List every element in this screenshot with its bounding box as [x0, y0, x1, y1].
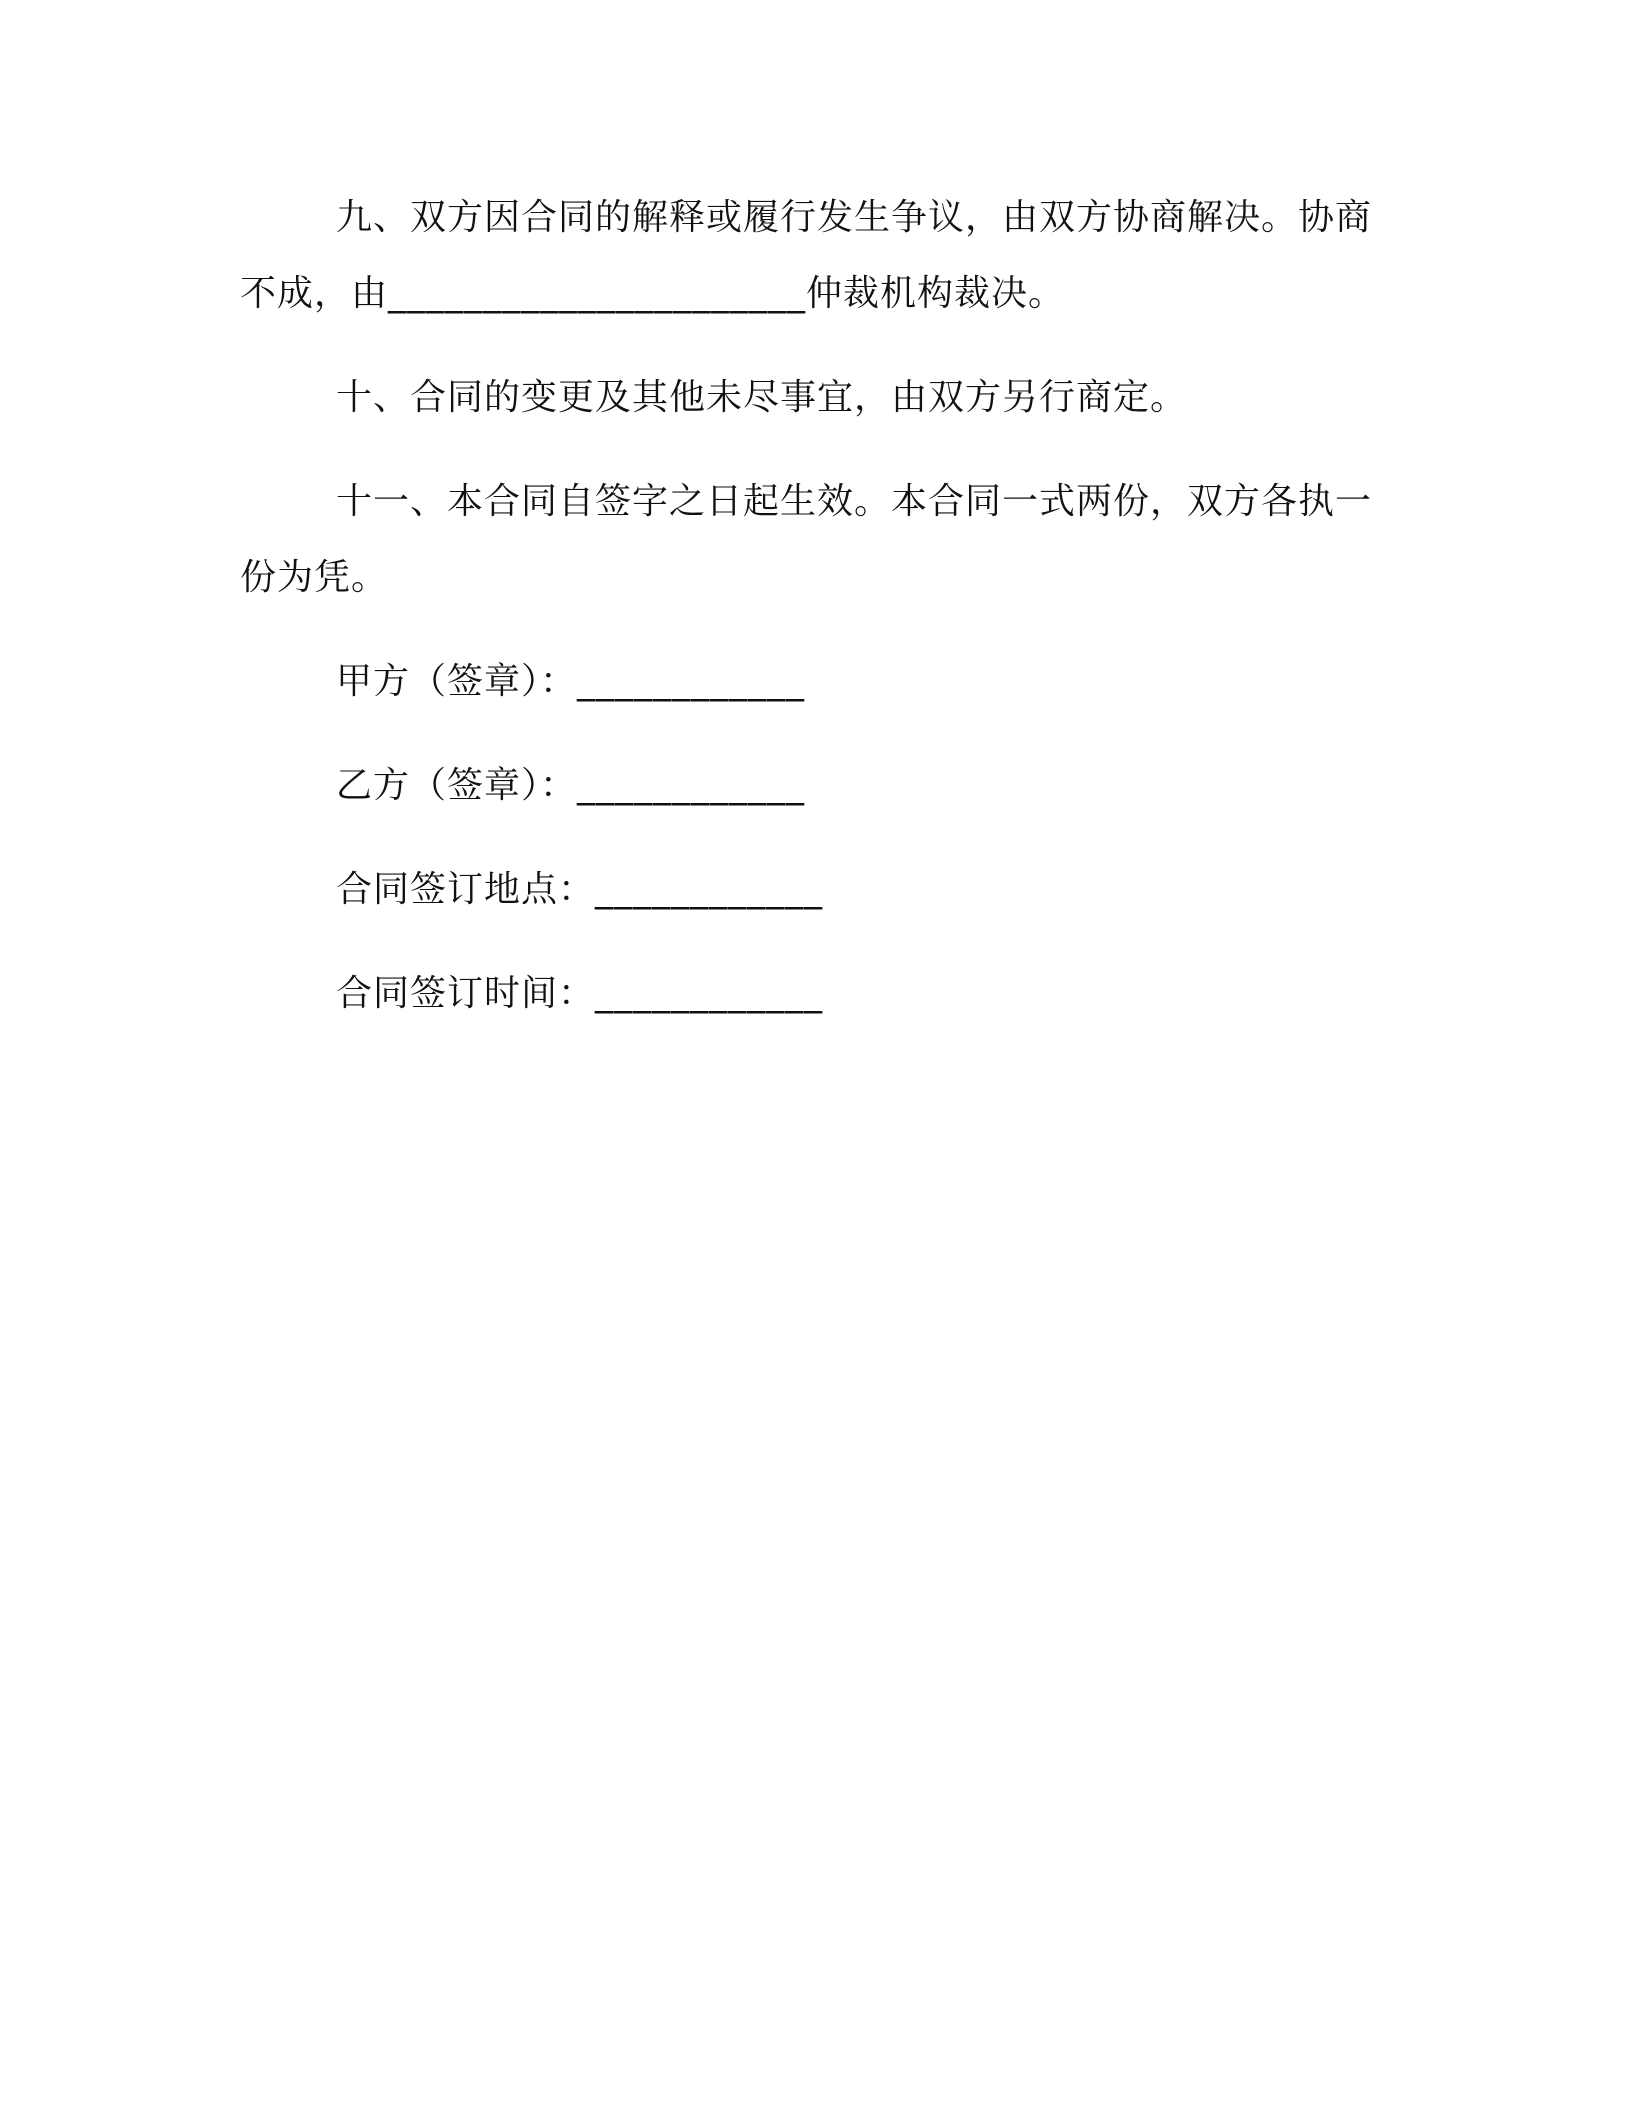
party-b-signature-line: 乙方（签章）：____________ [336, 765, 806, 806]
signing-place-line: 合同签订地点：____________ [336, 869, 824, 910]
clause-9-arbitration: 九、双方因合同的解释或履行发生争议，由双方协商解决。协商不成，由______________________仲裁机构裁决。 [240, 197, 1373, 314]
clause-10-amendments: 十、合同的变更及其他未尽事宜，由双方另行商定。 [336, 377, 1188, 418]
clause-11-effectiveness: 十一、本合同自签字之日起生效。本合同一式两份，双方各执一份为凭。 [240, 481, 1373, 598]
signing-time-line: 合同签订时间：____________ [336, 973, 824, 1014]
party-a-signature-line: 甲方（签章）：____________ [336, 661, 806, 702]
